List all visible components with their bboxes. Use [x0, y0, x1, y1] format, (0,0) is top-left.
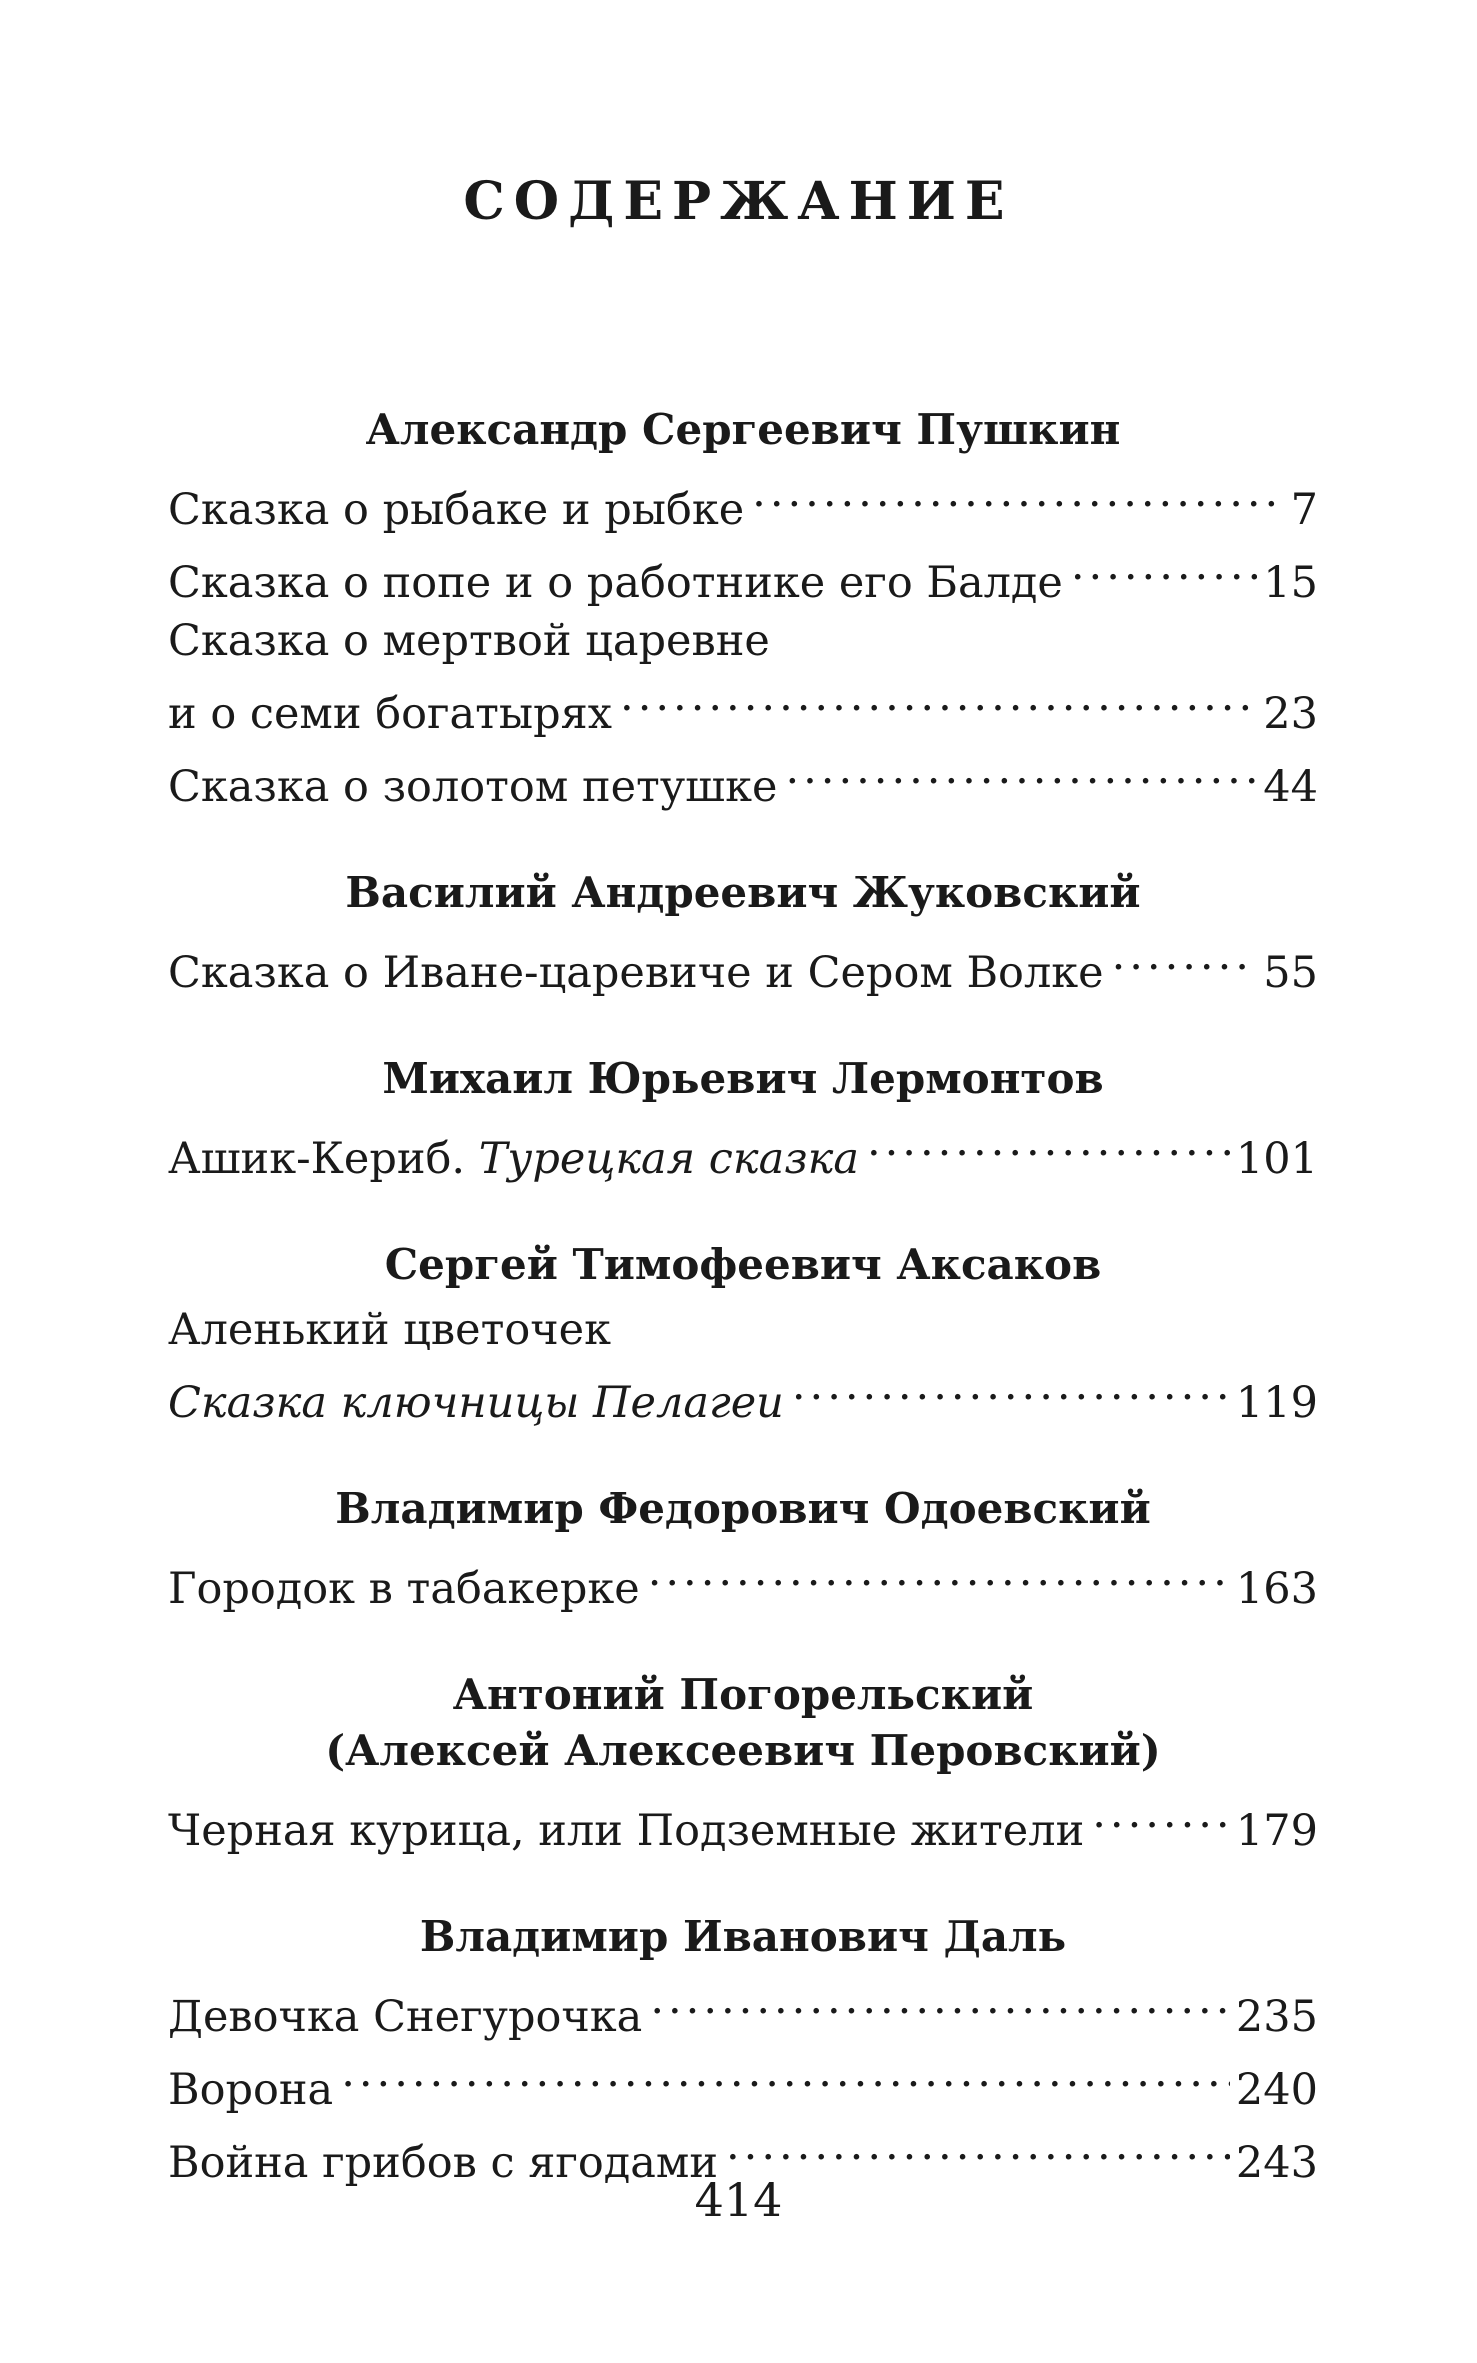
dot-leader	[341, 2046, 1230, 2104]
toc-entry	[168, 670, 1318, 743]
author-name: Владимир Иванович Даль	[419, 1912, 1067, 1961]
toc-section-zhukovsky	[168, 865, 1318, 1002]
toc-entry	[168, 466, 1318, 539]
toc-entry	[168, 2046, 1318, 2119]
entry-title: и о семи богатырях	[168, 689, 613, 739]
entry-title: Сказка о попе и о работнике его Балде	[168, 558, 1063, 608]
toc-entry	[168, 1787, 1318, 1860]
dot-leader	[650, 1973, 1230, 2031]
dot-leader	[867, 1115, 1230, 1173]
author-name: Василий Андреевич Жуковский	[345, 868, 1141, 917]
entry-title: Война грибов с ягодами	[168, 2138, 718, 2188]
toc-entry	[168, 539, 1318, 612]
entry-page-number: 119	[1235, 1378, 1318, 1428]
entry-page-number: 235	[1235, 1992, 1318, 2042]
entry-title: Черная курица, или Подземные жители	[168, 1806, 1085, 1856]
dot-leader	[1071, 539, 1257, 597]
entry-title: Ворона	[168, 2065, 334, 2115]
toc-entry	[168, 929, 1318, 1002]
dot-leader	[792, 1359, 1230, 1417]
toc-entry	[168, 1545, 1318, 1618]
entry-page-number: 44	[1263, 762, 1318, 812]
entry-subtitle: Сказка ключницы Пелагеи	[168, 1378, 784, 1428]
entry-page-number: 101	[1235, 1134, 1318, 1184]
author-name: Михаил Юрьевич Лермонтов	[382, 1054, 1104, 1103]
entry-page-number: 243	[1235, 2138, 1318, 2188]
entry-title: Сказка о рыбаке и рыбке	[168, 485, 745, 535]
entry-title-group	[168, 1130, 859, 1188]
entry-title: Сказка о золотом петушке	[168, 762, 778, 812]
toc-entry	[168, 1115, 1318, 1188]
toc-section-dal	[168, 1909, 1318, 2192]
entry-title: Городок в табакерке	[168, 1564, 640, 1614]
dot-leader	[752, 466, 1284, 524]
toc-section-lermontov	[168, 1051, 1318, 1188]
entry-page-number: 240	[1235, 2065, 1318, 2115]
entry-page-number: 15	[1263, 558, 1318, 608]
author-real-name: (Алексей Алексеевич Перовский)	[325, 1726, 1161, 1775]
author-name: Владимир Федорович Одоевский	[335, 1484, 1151, 1533]
dot-leader	[1112, 929, 1258, 987]
entry-title-line1: Сказка о мертвой царевне	[168, 616, 770, 666]
toc-entry	[168, 1973, 1318, 2046]
dot-leader	[648, 1545, 1230, 1603]
toc-entry	[168, 743, 1318, 816]
author-name: Александр Сергеевич Пушкин	[365, 405, 1121, 454]
dot-leader	[620, 670, 1257, 728]
entry-title-line1: Аленький цветочек	[168, 1305, 611, 1355]
author-name: Сергей Тимофеевич Аксаков	[384, 1240, 1102, 1289]
dot-leader	[1092, 1787, 1230, 1845]
dot-leader	[785, 743, 1257, 801]
toc-section-pogorelsky	[168, 1667, 1318, 1860]
entry-page-number: 55	[1263, 948, 1318, 998]
entry-title: Ашик-Кериб.	[168, 1134, 466, 1184]
author-name: Антоний Погорельский	[452, 1670, 1034, 1719]
entry-page-number: 179	[1235, 1806, 1318, 1856]
toc-section-pushkin	[168, 402, 1318, 816]
page-number: 414	[694, 2173, 783, 2227]
table-of-contents	[168, 402, 1318, 2241]
toc-entry	[168, 1359, 1318, 1432]
entry-page-number: 23	[1263, 689, 1318, 739]
page-heading: СОДЕРЖАНИЕ	[463, 171, 1014, 232]
entry-title: Девочка Снегурочка	[168, 1992, 643, 2042]
dot-leader	[726, 2119, 1230, 2177]
entry-page-number: 7	[1290, 485, 1318, 535]
entry-page-number: 163	[1235, 1564, 1318, 1614]
toc-section-odoevsky	[168, 1481, 1318, 1618]
entry-title: Сказка о Иване-царевиче и Сером Волке	[168, 948, 1104, 998]
toc-section-aksakov	[168, 1237, 1318, 1432]
entry-subtitle: Турецкая сказка	[478, 1134, 859, 1184]
